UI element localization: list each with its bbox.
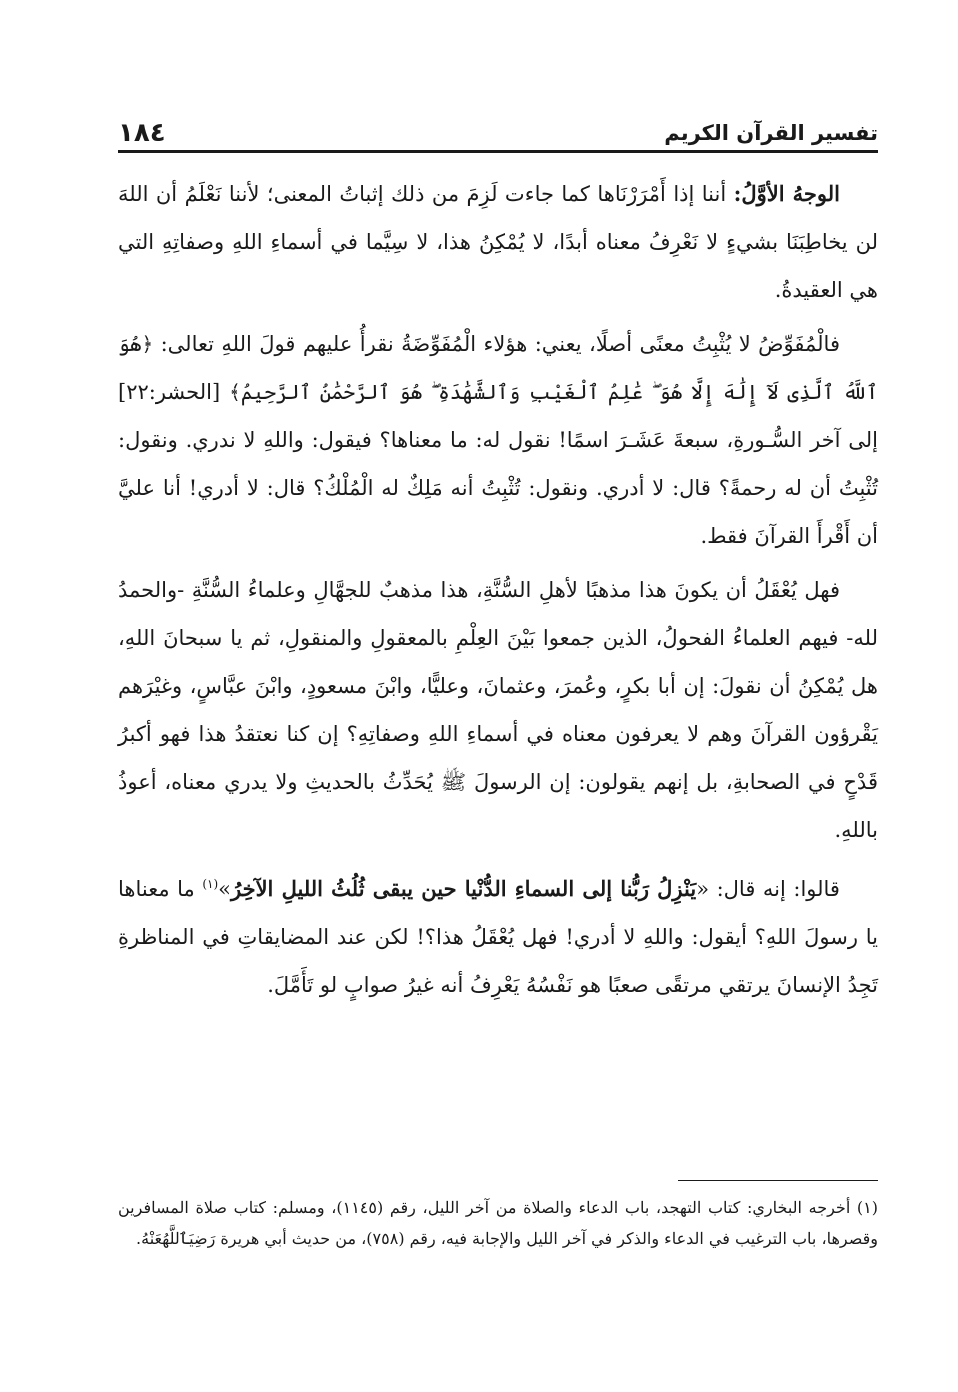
paragraph-text: ما معناها يا رسولَ اللهِ؟ أيقول: واللهِ لا أدري! فهل يُعْقَلُ هذا؟! لكن عند المضايقاتِ في المناظرةِ تَجِدُ الإنسانَ يرتقي مرتقًى صعبًا هو نَفْسُهُ يَعْرِفُ أنه غيرُ صوابٍ لو تَأَمَّلَ. xyxy=(118,877,878,997)
paragraph-text: قالوا: إنه قال: « xyxy=(696,877,840,901)
footnote-item: (١) أخرجه البخاري: كتاب التهجد، باب الدعاء والصلاة من آخر الليل، رقم (١١٤٥)، ومسلم: كتاب صلاة المسافرين وقصرها، باب الترغيب في الدعاء والذكر في آخر الليل والإجابة فيه، رقم (٧٥٨)، من حديث أبي هريرة رَضِيَٱللَّهُعَنْهُ. xyxy=(118,1198,878,1248)
book-title: تفسير القرآن الكريم xyxy=(664,121,878,145)
paragraph-text: فالْمُفَوِّضُ لا يُثْبِتُ معنًى أصلًا، يعني: هؤلاء الْمُفَوِّضَةُ نقرأُ عليهم قولَ اللهِ تعالى: xyxy=(153,332,840,356)
hadith-quote: يَنْزِلُ رَبُّنا إلى السماءِ الدُّنْيا حين يبقى ثُلُثُ الليلِ الآخِرُ xyxy=(231,876,697,901)
page-header xyxy=(118,100,878,150)
paragraph-2 xyxy=(118,320,878,560)
paragraph-3 xyxy=(118,566,878,854)
paragraph-text: [الحشر:٢٢] إلى آخر السُّـورةِ، سبعةَ عَشَـرَ اسمًا! نقول له: ما معناها؟ فيقول: واللهِ لا ندري. ونقول: تُثْبِتُ أن له رحمةً؟ قال: لا أدري. ونقول: تُثْبِتُ أنه مَلِكٌ له الْمُلْكُ؟ قال: لا أدري! أنا عليَّ أن أَقْرأَ القرآنَ فقط. xyxy=(118,380,878,548)
paragraph-lead: الوجهُ الأوَّلُ: xyxy=(733,181,840,206)
footnote-reference[interactable]: (١) xyxy=(202,877,219,891)
paragraph-4 xyxy=(118,860,878,1009)
paragraph-text: أننا إذا أَمْرَرْنَاها كما جاءت لَزِمَ من ذلك إثباتُ المعنى؛ لأننا نَعْلَمُ أن اللهَ لن يخاطِبَنَا بشيءٍ لا نَعْرِفُ معناه أبدًا، لا يُمْكِنُ هذا، لا سِيَّما في أسماءِ اللهِ وصفاتِهِ التي هي العقيدةُ. xyxy=(118,182,878,302)
paragraph-text: » xyxy=(218,877,232,901)
footnote-divider xyxy=(678,1180,878,1181)
page-number: ١٨٤ xyxy=(118,118,166,148)
paragraph-1 xyxy=(118,170,878,314)
main-text xyxy=(118,170,878,1015)
quran-verse: ﴿هُوَ ٱللَّهُ ٱلَّذِى لَآ إِلَٰهَ إِلَّا هُوَ ۖ عَٰلِمُ ٱلْغَيْبِ وَٱلشَّهَٰدَةِ ۖ هُوَ ٱلرَّحْمَٰنُ ٱلرَّحِيمُ﴾ xyxy=(118,332,878,404)
paragraph-text: فهل يُعْقَلُ أن يكونَ هذا مذهبًا لأهلِ السُّنَّةِ، هذا مذهبٌ للجهَّالِ وعلماءُ السُّنَّةِ -والحمدُ لله- فيهم العلماءُ الفحولُ، الذين جمعوا بَيْنَ العِلْمِ بالمعقولِ والمنقولِ، ثم يا سبحانَ اللهِ، هل يُمْكِنُ أن نقولَ: إن أبا بكرٍ، وعُمرَ، وعثمانَ، وعليًّا، وابْنَ مسعودٍ، وابْنَ عبَّاسٍ، وغيْرَهم يَقْرؤون القرآنَ وهم لا يعرفون معناه في أسماءِ اللهِ وصفاتِهِ؟ إن كنا نعتقدُ هذا فهو أكبرُ قَدْحٍ في الصحابةِ، بل إنهم يقولون: إن الرسولَ ﷺ يُحَدِّثُ بالحديثِ ولا يدري معناه، أعوذُ باللهِ. xyxy=(118,578,878,842)
header-divider xyxy=(118,150,878,153)
footnotes xyxy=(118,1192,878,1254)
